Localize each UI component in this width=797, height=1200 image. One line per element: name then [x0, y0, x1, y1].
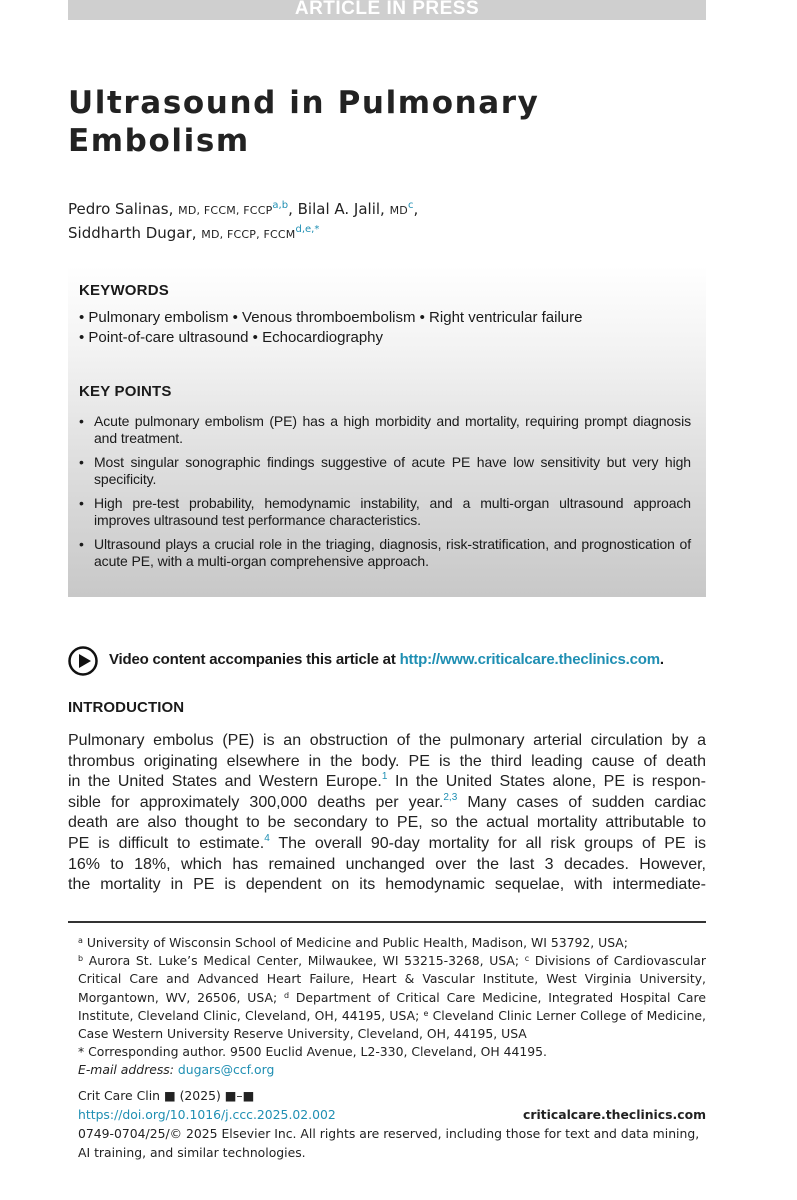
- body-text: 16% to 18%, which has remained unchanged over the last 3 decades. However,: [68, 855, 706, 873]
- citation-mark[interactable]: 2,3: [443, 791, 458, 803]
- author-list: [68, 198, 708, 246]
- journal-site: criticalcare.theclinics.com: [522, 1107, 706, 1122]
- email-label: E-mail address:: [78, 1062, 174, 1078]
- author-name: Pedro Salinas,: [68, 200, 174, 218]
- affiliation-mark: a: [78, 936, 83, 945]
- corresponding-author: * Corresponding author. 9500 Euclid Avenue, L2-330, Cleveland, OH 44195.: [78, 1044, 547, 1060]
- body-text: PE is difficult to estimate.: [68, 834, 265, 852]
- body-text: in the United States and Western Europe.: [68, 773, 382, 791]
- copyright-line: 0749-0704/25/© 2025 Elsevier Inc. All rights are reserved, including those for text and data mining,: [78, 1126, 700, 1141]
- title-line-1: Ultrasound in Pulmonary: [68, 85, 540, 121]
- affiliation-mark: c: [524, 954, 530, 964]
- author-name: Siddharth Dugar,: [68, 224, 197, 242]
- affiliation-text: Cleveland Clinic Lerner College of Medicine, Case Western University Reserve University, Cleveland, OH, 44195, USA: [78, 1007, 706, 1042]
- body-line: [68, 855, 706, 876]
- play-icon[interactable]: [68, 646, 98, 676]
- video-notice-label: Video content accompanies this article at: [109, 651, 400, 668]
- affiliation-text: Department of Critical Care Medicine, Integrated Hospital Care Institute, Cleveland Clinic, Cleveland, OH, 44195, USA;: [78, 989, 706, 1023]
- citation-mark[interactable]: 4: [264, 832, 270, 844]
- introduction-paragraph: [68, 731, 706, 896]
- introduction-heading: INTRODUCTION: [68, 699, 185, 716]
- body-text: sible for approximately 300,000 deaths per year.: [68, 793, 444, 811]
- body-line: [68, 752, 706, 773]
- key-point-item: • Acute pulmonary embolism (PE) has a high morbidity and mortality, requiring prompt diagnosis and treatment.: [79, 413, 691, 447]
- affiliation-mark: e: [423, 1008, 429, 1018]
- body-text: Pulmonary embolus (PE) is an obstruction of the pulmonary arterial circulation by a: [68, 732, 706, 749]
- affiliation-text: Divisions of Cardiovascular Critical Care and Advanced Heart Failure, Heart & Vascular Institute, West Virginia University, Morgantown, WV, 26506, USA;: [78, 953, 706, 1005]
- body-text: death are also thought to be secondary to PE, so the actual mortality attributable to: [68, 814, 706, 832]
- video-link[interactable]: http://www.criticalcare.theclinics.com: [399, 651, 660, 668]
- video-notice-text: [109, 651, 664, 668]
- affiliation-mark: b: [78, 954, 84, 964]
- body-text: Many cases of sudden cardiac: [457, 793, 707, 811]
- keywords-line: • Pulmonary embolism • Venous thromboembolism • Right ventricular failure: [79, 309, 583, 326]
- body-line: [68, 813, 706, 834]
- body-line: [68, 731, 706, 752]
- key-points-list: [79, 413, 691, 577]
- author-affiliation-mark: a,b: [272, 200, 289, 211]
- author-affiliation-mark: c: [407, 200, 414, 211]
- key-point-item: • Most singular sonographic findings suggestive of acute PE have low sensitivity but very high specificity.: [79, 454, 691, 488]
- affiliation-block: [78, 934, 706, 1043]
- affiliation-mark: d: [283, 990, 290, 1000]
- email-line: [78, 1061, 706, 1079]
- affiliation-text: University of Wisconsin School of Medicine and Public Health, Madison, WI 53792, USA;: [82, 935, 628, 950]
- video-notice: [68, 645, 718, 679]
- body-line: [68, 834, 706, 855]
- doi-link[interactable]: https://doi.org/10.1016/j.ccc.2025.02.002: [78, 1107, 336, 1122]
- title-line-2: Embolism: [68, 123, 250, 159]
- keywords-line: • Point-of-care ultrasound • Echocardiography: [79, 329, 383, 346]
- author-separator: ,: [288, 200, 293, 218]
- affiliations-footnote: [78, 934, 706, 1080]
- body-text: The overall 90-day mortality for all risk groups of PE is: [269, 834, 706, 852]
- keywords-list: [79, 308, 689, 348]
- abstract-box: [68, 266, 706, 597]
- article-title: [68, 84, 708, 160]
- citation-mark[interactable]: 1: [381, 771, 388, 783]
- author-name: Bilal A. Jalil,: [297, 200, 385, 218]
- author-separator: ,: [413, 200, 419, 218]
- author-credentials: MD, FCCP, FCCM: [201, 228, 296, 241]
- video-notice-end: .: [659, 651, 664, 668]
- body-text: In the United States alone, PE is respon-: [387, 773, 706, 791]
- body-line: [68, 875, 706, 896]
- affiliation-text: Aurora St. Luke’s Medical Center, Milwaukee, WI 53215-3268, USA;: [83, 953, 520, 969]
- author-credentials: MD: [389, 204, 408, 217]
- footnote-divider: [68, 921, 706, 923]
- key-point-item: • Ultrasound plays a crucial role in the triaging, diagnosis, risk-stratification, and prognostication of acute PE, with a multi-organ comprehensive approach.: [79, 536, 691, 570]
- body-text: the mortality in PE is dependent on its hemodynamic sequelae, with intermediate-: [68, 876, 706, 894]
- keywords-heading: KEYWORDS: [79, 282, 169, 299]
- article-in-press-banner: ARTICLE IN PRESS: [68, 0, 706, 20]
- copyright-line: AI training, and similar technologies.: [78, 1144, 306, 1160]
- author-affiliation-mark: d,e,*: [295, 224, 320, 235]
- key-point-item: • High pre-test probability, hemodynamic instability, and a multi-organ ultrasound approach improves ultrasound test performance characteristics.: [79, 495, 691, 529]
- author-credentials: MD, FCCM, FCCP: [178, 204, 273, 217]
- body-line: [68, 793, 706, 814]
- key-points-heading: KEY POINTS: [79, 383, 172, 400]
- copyright-notice: [78, 1125, 706, 1162]
- body-text: thrombus originating elsewhere in the body. PE is the third leading cause of death: [68, 752, 706, 770]
- journal-citation: Crit Care Clin ■ (2025) ■–■: [78, 1088, 255, 1103]
- body-line: [68, 772, 706, 793]
- email-link[interactable]: dugars@ccf.org: [177, 1062, 275, 1078]
